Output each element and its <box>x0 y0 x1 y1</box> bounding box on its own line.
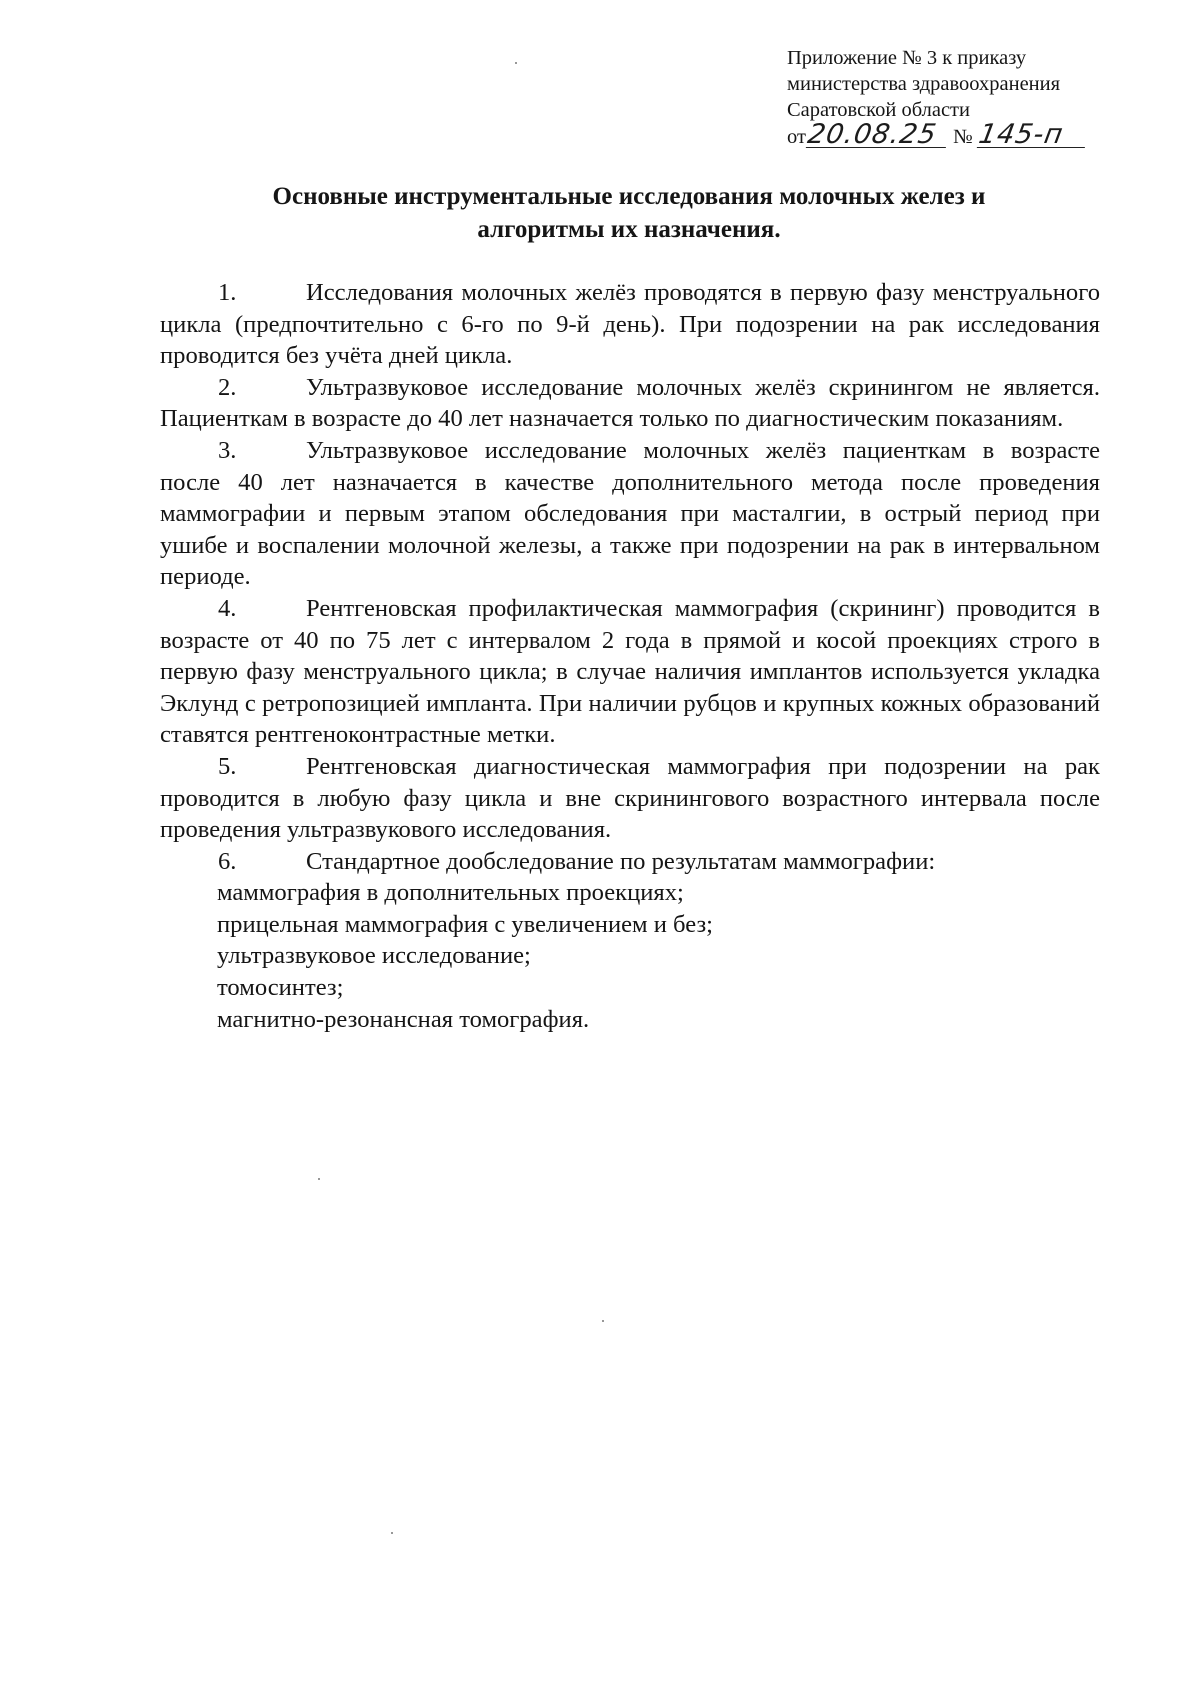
paragraph-text: Рентгеновская профилактическая маммография (скрининг) проводится в возрасте от 40 по 75 лет с интервалом 2 года в прямой и косой проекциях строго в первую фазу менструального цикла; в случае наличия имплантов используется укладка Эклунд с ретропозицией импланта. При наличии рубцов и крупных кожных образований ставятся рентгеноконтрастные метки. <box>160 594 1100 749</box>
paragraph-text: Стандартное дообследование по результатам маммографии: <box>306 847 936 875</box>
appendix-line-3: Саратовской области <box>787 99 970 121</box>
handwritten-order-number: 145-п <box>976 123 1088 148</box>
numbered-paragraph <box>160 372 1100 435</box>
paragraph-number: 4. <box>218 594 237 622</box>
numbered-paragraph <box>160 846 1100 878</box>
scan-speck <box>515 62 517 64</box>
paragraph-number: 3. <box>218 436 237 464</box>
paragraph-number: 6. <box>218 847 237 875</box>
appendix-header <box>787 45 1187 150</box>
list-item: маммография в дополнительных проекциях; <box>217 879 684 907</box>
appendix-date-number-line <box>787 119 1187 150</box>
date-prefix: от <box>787 126 806 148</box>
document-body <box>160 277 1100 1035</box>
list-item: ультразвуковое исследование; <box>217 942 531 970</box>
paragraph-text: Ультразвуковое исследование молочных желёз пациенткам в возрасте после 40 лет назначается в качестве дополнительного метода после проведения маммографии и первым этапом обследования при масталгии, в острый период при ушибе и воспалении молочной железы, а также при подозрении на рак в интервальном периоде. <box>160 436 1100 591</box>
paragraph-text: Рентгеновская диагностическая маммография при подозрении на рак проводится в любую фазу цикла и вне скринингового возрастного интервала после проведения ультразвукового исследования. <box>160 752 1100 844</box>
paragraph-text: Исследования молочных желёз проводятся в первую фазу менструального цикла (предпочтительно с 6-го по 9-й день). При подозрении на рак исследования проводится без учёта дней цикла. <box>160 279 1100 370</box>
paragraph-number: 1. <box>218 279 237 306</box>
paragraph-number: 5. <box>218 752 237 780</box>
numbered-paragraph <box>160 277 1100 372</box>
list-item: прицельная маммография с увеличением и без; <box>217 910 713 938</box>
paragraph-text: Ультразвуковое исследование молочных желёз скринингом не является. Пациенткам в возрасте до 40 лет назначается только по диагностическим показаниям. <box>160 373 1100 433</box>
title-line-2: алгоритмы их назначения. <box>477 216 781 243</box>
numbered-paragraph <box>160 435 1100 593</box>
scan-speck <box>602 1320 604 1322</box>
number-prefix: № <box>953 126 973 148</box>
list-item: томосинтез; <box>217 974 344 1002</box>
document-title <box>160 180 1098 246</box>
appendix-line-1: Приложение № 3 к приказу <box>787 47 1027 69</box>
list-item: магнитно-резонансная томография. <box>217 1005 590 1033</box>
paragraph-number: 2. <box>218 373 237 401</box>
title-line-1: Основные инструментальные исследования молочных желез и <box>272 183 986 210</box>
numbered-paragraph <box>160 593 1100 751</box>
scan-speck <box>391 1532 393 1534</box>
numbered-paragraph <box>160 751 1100 846</box>
appendix-line-2: министерства здравоохранения <box>787 73 1061 95</box>
handwritten-date: 20.08.25 <box>806 123 950 148</box>
scan-speck <box>318 1178 320 1180</box>
